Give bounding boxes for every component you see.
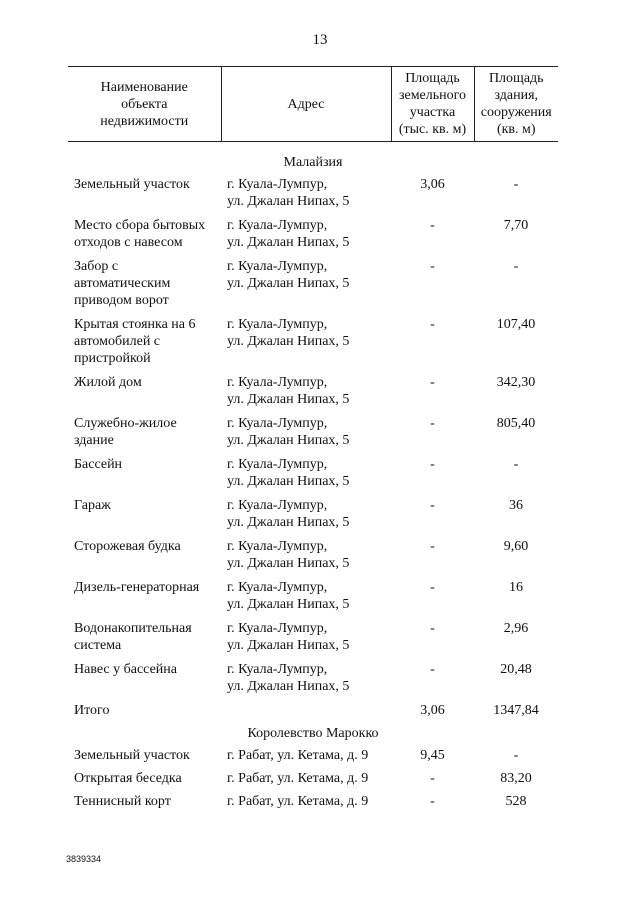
building-area-value: 83,20 bbox=[500, 771, 532, 786]
table-row bbox=[68, 747, 558, 770]
building-area-value: - bbox=[513, 748, 519, 763]
land-area-value: - bbox=[430, 375, 435, 390]
object-address: г. Куала-Лумпур, ул. Джалан Нипах, 5 bbox=[227, 539, 350, 571]
building-area-value: 342,30 bbox=[496, 375, 536, 390]
table-row bbox=[68, 176, 558, 217]
table-body bbox=[68, 142, 558, 817]
land-area-value: - bbox=[430, 794, 435, 809]
land-area-value: - bbox=[430, 662, 435, 677]
header-building-area: Площадь здания, сооружения (кв. м) bbox=[474, 67, 558, 142]
object-name: Земельный участок bbox=[74, 748, 190, 763]
table-row bbox=[68, 374, 558, 415]
object-name: Жилой дом bbox=[74, 375, 142, 390]
object-address: г. Куала-Лумпур, ул. Джалан Нипах, 5 bbox=[227, 457, 350, 489]
table-row bbox=[68, 258, 558, 316]
object-name: Бассейн bbox=[74, 457, 123, 472]
object-address: г. Куала-Лумпур, ул. Джалан Нипах, 5 bbox=[227, 580, 350, 612]
object-address: г. Куала-Лумпур, ул. Джалан Нипах, 5 bbox=[227, 621, 350, 653]
object-name: Водонакопительная система bbox=[74, 621, 192, 653]
object-name: Служебно-жилое здание bbox=[74, 416, 177, 448]
table-row bbox=[68, 316, 558, 374]
land-area-value: - bbox=[430, 771, 435, 786]
building-area-value: 107,40 bbox=[496, 317, 536, 332]
table-row bbox=[68, 538, 558, 579]
document-code: 3839334 bbox=[66, 854, 102, 864]
land-area-value: - bbox=[430, 621, 435, 636]
object-name: Место сбора бытовых отходов с навесом bbox=[74, 218, 206, 250]
table-row bbox=[68, 217, 558, 258]
object-address: г. Куала-Лумпур, ул. Джалан Нипах, 5 bbox=[227, 416, 350, 448]
building-area-value: 528 bbox=[505, 794, 527, 809]
table-row bbox=[68, 793, 558, 816]
land-area-value: - bbox=[430, 317, 435, 332]
land-area-value: 3,06 bbox=[420, 177, 445, 192]
object-name: Сторожевая будка bbox=[74, 539, 181, 554]
table-row bbox=[68, 579, 558, 620]
property-table bbox=[68, 66, 558, 816]
building-area-value: 36 bbox=[509, 498, 523, 513]
table-row bbox=[68, 661, 558, 702]
object-address: г. Куала-Лумпур, ул. Джалан Нипах, 5 bbox=[227, 177, 350, 209]
object-name: Земельный участок bbox=[74, 177, 190, 192]
table-header-row bbox=[68, 67, 558, 142]
object-address: г. Куала-Лумпур, ул. Джалан Нипах, 5 bbox=[227, 498, 350, 530]
table-row bbox=[68, 497, 558, 538]
object-address: г. Рабат, ул. Кетама, д. 9 bbox=[227, 748, 369, 763]
building-area-value: - bbox=[513, 177, 519, 192]
total-building-area: 1347,84 bbox=[493, 703, 539, 718]
object-name: Крытая стоянка на 6 автомобилей с пристройкой bbox=[74, 317, 196, 366]
building-area-value: 7,70 bbox=[503, 218, 529, 233]
table-row bbox=[68, 456, 558, 497]
header-address: Адрес bbox=[221, 67, 391, 142]
object-address: г. Куала-Лумпур, ул. Джалан Нипах, 5 bbox=[227, 662, 350, 694]
land-area-value: - bbox=[430, 259, 435, 274]
building-area-value: - bbox=[513, 457, 519, 472]
table-row bbox=[68, 770, 558, 793]
land-area-value: - bbox=[430, 416, 435, 431]
land-area-value: 9,45 bbox=[420, 748, 445, 763]
building-area-value: - bbox=[513, 259, 519, 274]
object-name: Гараж bbox=[74, 498, 111, 513]
object-name: Навес у бассейна bbox=[74, 662, 177, 677]
total-label: Итого bbox=[74, 703, 110, 718]
building-area-value: 16 bbox=[509, 580, 523, 595]
land-area-value: - bbox=[430, 539, 435, 554]
section-title: Королевство Марокко bbox=[247, 726, 379, 741]
total-row bbox=[68, 702, 558, 725]
building-area-value: 805,40 bbox=[496, 416, 536, 431]
object-address: г. Куала-Лумпур, ул. Джалан Нипах, 5 bbox=[227, 317, 350, 349]
building-area-value: 2,96 bbox=[503, 621, 529, 636]
total-land-area: 3,06 bbox=[420, 703, 445, 718]
object-address: г. Куала-Лумпур, ул. Джалан Нипах, 5 bbox=[227, 218, 350, 250]
land-area-value: - bbox=[430, 218, 435, 233]
object-address: г. Рабат, ул. Кетама, д. 9 bbox=[227, 771, 369, 786]
page-number: 13 bbox=[312, 32, 328, 48]
table-row bbox=[68, 620, 558, 661]
building-area-value: 9,60 bbox=[503, 539, 529, 554]
section-title-row bbox=[68, 725, 558, 747]
land-area-value: - bbox=[430, 457, 435, 472]
object-address: г. Куала-Лумпур, ул. Джалан Нипах, 5 bbox=[227, 259, 350, 291]
section-title: Малайзия bbox=[283, 155, 343, 170]
object-name: Дизель-генераторная bbox=[74, 580, 200, 595]
section-title-row bbox=[68, 154, 558, 176]
object-address: г. Рабат, ул. Кетама, д. 9 bbox=[227, 794, 369, 809]
object-name: Открытая беседка bbox=[74, 771, 182, 786]
object-name: Забор с автоматическим приводом ворот bbox=[74, 259, 171, 308]
object-name: Теннисный корт bbox=[74, 794, 171, 809]
land-area-value: - bbox=[430, 580, 435, 595]
total-address-empty bbox=[221, 702, 391, 725]
table-row bbox=[68, 415, 558, 456]
object-address: г. Куала-Лумпур, ул. Джалан Нипах, 5 bbox=[227, 375, 350, 407]
header-land-area: Площадь земельного участка (тыс. кв. м) bbox=[391, 67, 474, 142]
land-area-value: - bbox=[430, 498, 435, 513]
building-area-value: 20,48 bbox=[500, 662, 532, 677]
header-name: Наименование объекта недвижимости bbox=[68, 67, 221, 142]
